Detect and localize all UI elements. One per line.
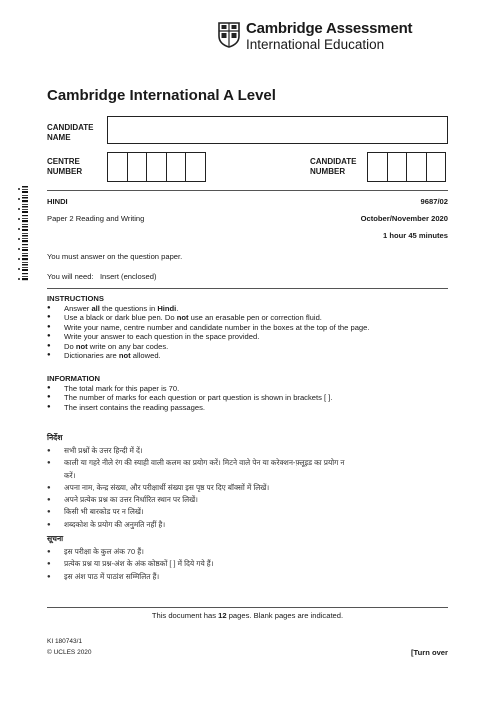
hindi-information-list (47, 546, 214, 583)
list-item: ● Write your answer to each question in the space provided. (47, 332, 370, 341)
centre-number-box[interactable] (107, 152, 128, 182)
list-item: ● The total mark for this paper is 70. (47, 384, 332, 393)
logo-line-1: Cambridge Assessment (246, 20, 413, 37)
list-item: ● सभी प्रश्नों के उत्तर हिन्दी में दें। (47, 445, 344, 457)
list-item: ● The number of marks for each question or part question is shown in brackets [ ]. (47, 393, 332, 402)
candidate-number-box[interactable] (367, 152, 388, 182)
materials-needed (47, 272, 157, 281)
candidate-name-label: CANDIDATE NAME (47, 123, 94, 142)
materials-label: You will need: (47, 272, 94, 281)
divider-middle (47, 288, 448, 289)
answer-instruction: You must answer on the question paper. (47, 252, 183, 261)
list-item: ● The insert contains the reading passages. (47, 403, 332, 412)
centre-number-box[interactable] (166, 152, 187, 182)
candidate-number-label: CANDIDATE NUMBER (310, 157, 357, 176)
cambridge-logo (218, 20, 458, 54)
materials-value: Insert (enclosed) (99, 272, 157, 281)
list-item: ● Use a black or dark blue pen. Do not use an erasable pen or correction fluid. (47, 313, 370, 322)
list-item: करें। (64, 470, 76, 480)
list-item: ● Do not write on any bar codes. (47, 342, 370, 351)
list-item: ● प्रत्येक प्रश्न या प्रश्न-अंश के अंक कोष्ठकों [ ] में दिये गये हैं। (47, 558, 214, 570)
instructions-list (47, 304, 370, 360)
paper-title: Paper 2 Reading and Writing (47, 214, 145, 223)
centre-number-label: CENTRE NUMBER (47, 157, 83, 176)
copyright: © UCLES 2020 (47, 649, 92, 656)
document-reference: KI 180743/1 (47, 638, 83, 645)
cambridge-shield-icon (218, 22, 240, 48)
centre-number-field[interactable] (107, 152, 206, 182)
candidate-number-box[interactable] (426, 152, 447, 182)
candidate-number-field[interactable] (367, 152, 446, 182)
list-item: ● इस अंश पाठ में पाठांश सम्मिलित हैं। (47, 571, 214, 583)
information-list (47, 384, 332, 412)
list-item: ● काली या गहरे नीले रंग की स्याही वाली कलम का प्रयोग करें। मिटने वाले पेन या करेक्शन-फ़्लूइड का प्रयोग न (47, 457, 344, 469)
turn-over-label: [Turn over (411, 648, 448, 657)
divider-top (47, 190, 448, 191)
list-item: ● Write your name, centre number and candidate number in the boxes at the top of the page. (47, 323, 370, 332)
centre-number-box[interactable] (185, 152, 206, 182)
divider-bottom (47, 607, 448, 608)
exam-session: October/November 2020 (360, 214, 448, 223)
candidate-number-box[interactable] (406, 152, 427, 182)
hindi-instructions-heading: निर्देश (47, 433, 63, 442)
paper-code: 9687/02 (420, 197, 448, 206)
list-item: ● शब्दकोश के प्रयोग की अनुमति नहीं है। (47, 519, 344, 531)
hindi-information-heading: सूचना (47, 534, 64, 543)
page-title: Cambridge International A Level (47, 87, 276, 104)
centre-number-box[interactable] (127, 152, 148, 182)
logo-line-2: International Education (246, 37, 385, 52)
list-item: ● Dictionaries are not allowed. (47, 351, 370, 360)
exam-duration: 1 hour 45 minutes (383, 231, 448, 240)
hindi-instructions-list (47, 445, 344, 531)
instructions-heading: INSTRUCTIONS (47, 294, 104, 303)
page-count-note: This document has 12 pages. Blank pages are indicated. (151, 611, 344, 620)
candidate-name-field[interactable] (107, 116, 448, 144)
list-item: ● किसी भी बारकोड पर न लिखें। (47, 506, 344, 518)
candidate-number-box[interactable] (387, 152, 408, 182)
vertical-barcode (18, 186, 28, 282)
subject: HINDI (47, 197, 68, 206)
list-item: ● अपने प्रत्येक प्रश्न का उत्तर निर्धारित स्थान पर लिखें। (47, 494, 344, 506)
list-item: ● Answer all the questions in Hindi. (47, 304, 370, 313)
information-heading: INFORMATION (47, 374, 101, 383)
centre-number-box[interactable] (146, 152, 167, 182)
list-item: ● इस परीक्षा के कुल अंक 70 हैं। (47, 546, 214, 558)
list-item: ● अपना नाम, केन्द्र संख्या, और परीक्षार्थी संख्या इस पृष्ठ पर दिए बॉक्सों में लिखें। (47, 482, 344, 494)
